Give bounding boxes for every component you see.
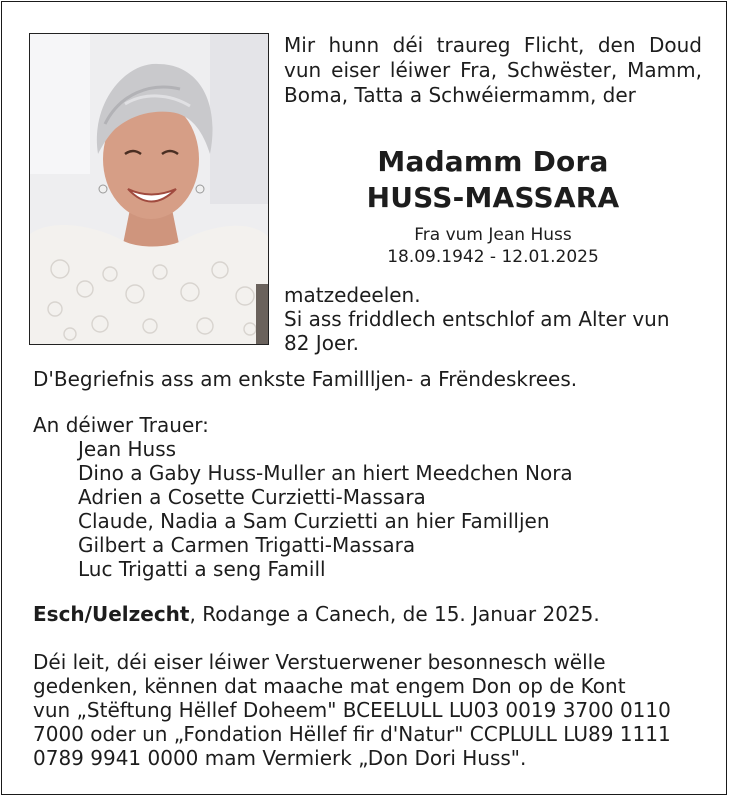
after-line: Si ass friddlech entschlof am Alter vun [284,307,670,331]
place-name: Esch/Uelzecht [33,602,190,626]
mourner-item: Claude, Nadia a Sam Curzietti an hier Familljen [78,509,550,533]
mourners-heading: An déiwer Trauer: [33,413,209,437]
mourner-item: Dino a Gaby Huss-Muller an hiert Meedchen Nora [78,461,573,485]
place-and-date [33,602,600,626]
burial-notice: D'Begriefnis ass am enkste Famillljen- a Frëndeskrees. [33,367,578,391]
deceased-relation: Fra vum Jean Huss [414,225,572,245]
deceased-dates: 18.09.1942 - 12.01.2025 [387,247,599,267]
mourners-list [78,437,573,581]
announcement-continuation [284,283,702,355]
place-date-rest: , Rodange a Canech, de 15. Januar 2025. [189,602,600,626]
mourner-item: Adrien a Cosette Curzietti-Massara [78,485,426,509]
after-line: matzedeelen. [284,283,421,307]
mourner-item: Gilbert a Carmen Trigatti-Massara [78,533,416,557]
deceased-name [284,144,702,216]
intro-text: Mir hunn déi traureg Flicht, den Doud vun eiser léiwer Fra, Schwëster, Mamm, Boma, Tatta a Schwéiermamm, der [284,33,702,107]
deceased-last-name: HUSS-MASSARA [366,181,620,214]
donation-line: gedenken, kënnen dat maache mat engem Don op de Kont [33,674,626,698]
donation-line: 0789 9941 0000 mam Vermierk „Don Dori Huss". [33,746,527,770]
after-line: 82 Joer. [284,331,359,355]
deceased-details [284,224,702,268]
mourner-item: Luc Trigatti a seng Famill [78,557,326,581]
donation-notice [33,650,705,770]
deceased-first-line: Madamm Dora [377,145,609,178]
portrait-photo [29,33,269,345]
mourner-item: Jean Huss [78,437,177,461]
portrait-illustration [30,34,269,345]
donation-line: Déi leit, déi eiser léiwer Verstuerwener besonnesch wëlle [33,650,606,674]
donation-line: vun „Stëftung Hëllef Doheem" BCEELULL LU03 0019 3700 0110 [33,698,671,722]
donation-line: 7000 oder un „Fondation Hëllef fir d'Natur" CCPLULL LU89 1111 [33,722,671,746]
